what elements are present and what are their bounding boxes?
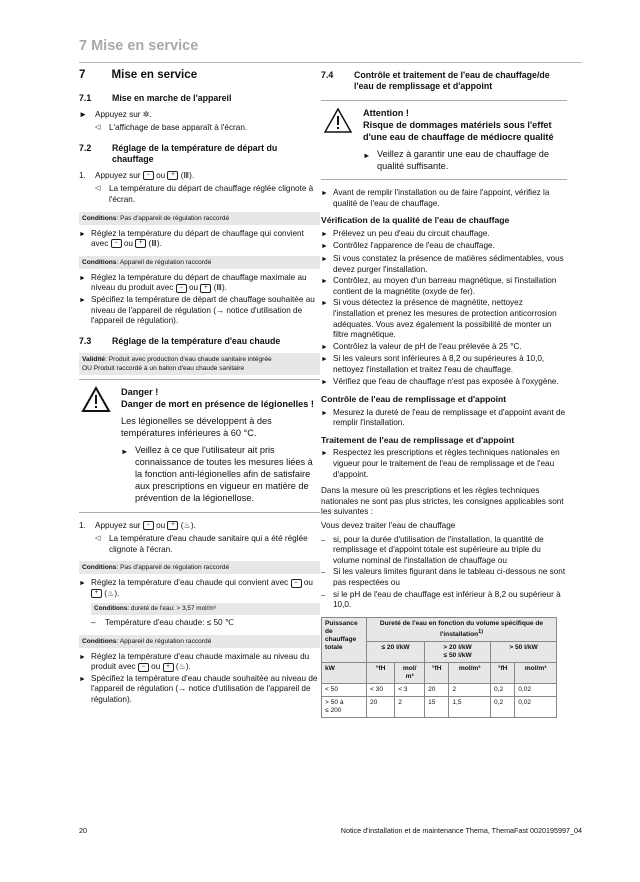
- bullet-text: ).: [222, 283, 228, 293]
- bullet-text: ).: [156, 239, 162, 249]
- result-marker-icon: ◁: [95, 185, 101, 193]
- chapter-title: Mise en service: [111, 68, 198, 81]
- bullet-icon: ►: [321, 230, 328, 238]
- plus-button-icon: +: [135, 239, 146, 248]
- bullet-text: ).: [114, 588, 120, 598]
- bullet: ► Réglez la température du départ de chauffage maximale au niveau du produit avec − ou + (Ⅲ).: [79, 272, 307, 293]
- warning-title: Attention !: [363, 108, 409, 118]
- dash-item: [321, 535, 567, 567]
- warning-title: Danger !: [121, 386, 159, 397]
- bullet-text: ou: [123, 239, 133, 249]
- attention-warning: [321, 100, 567, 180]
- bullet: ► Réglez la température d'eau chaude qui convient avec − ou + (♨).: [79, 578, 313, 598]
- bullet: [321, 188, 567, 209]
- bullet-icon: ►: [321, 300, 328, 308]
- bullet: [79, 674, 320, 706]
- result: [95, 123, 320, 134]
- table-header: °fH: [425, 662, 449, 683]
- minus-button-icon: −: [176, 284, 187, 293]
- bullet: [321, 254, 567, 275]
- document-reference: Notice d'installation et de maintenance Thema, ThemaFast 0020195997_04: [340, 826, 582, 835]
- minus-button-icon: −: [291, 579, 302, 588]
- section-7-2-heading: [79, 143, 320, 165]
- bullet-text: Contrôlez l'apparence de l'eau de chauffage.: [333, 241, 495, 251]
- step-text: ).: [190, 520, 196, 530]
- section-7-4-heading: [321, 70, 567, 92]
- plus-button-icon: +: [163, 663, 174, 672]
- table-cell: 0,02: [515, 683, 557, 696]
- table-header: mol/ m³: [395, 662, 425, 683]
- condition-label: Conditions: [82, 564, 117, 572]
- section-7-1-heading: [79, 93, 320, 104]
- table-header: ≤ 20 l/kW: [367, 641, 425, 662]
- bullet-text: Respectez les prescriptions et règles techniques nationales en vigueur pour le traitement de l'eau de remplissage et de l'eau d'appoint.: [333, 448, 560, 479]
- result-text: L'affichage de base apparaît à l'écran.: [109, 123, 248, 133]
- step: ► Appuyez sur ✲.: [79, 109, 152, 119]
- table-header: > 50 l/kW: [491, 641, 557, 662]
- bullet-icon: ►: [79, 580, 86, 588]
- bullet: ► Réglez la température du départ de chauffage qui convient avec − ou + (Ⅲ).: [79, 228, 304, 249]
- bullet-text: Veillez à ce que l'utilisateur ait pris connaissance de toutes les mesures liées à la fonction anti-légionelles afin de satisfaire aux prescriptions en vigueur en matière de prévention de la légionellose.: [135, 444, 313, 504]
- right-column: [321, 70, 567, 718]
- step-text: ou: [156, 170, 166, 180]
- bullet-icon: ►: [321, 356, 328, 364]
- dash-text: Température d'eau chaude: ≤ 50 ℃: [105, 618, 235, 628]
- bullet: [321, 408, 567, 429]
- step-text: Appuyez sur: [95, 520, 141, 530]
- result-text: La température du départ de chauffage réglée clignote à l'écran.: [109, 184, 314, 204]
- bullet: [321, 241, 567, 253]
- table-cell: 20: [367, 696, 395, 717]
- page-number: 20: [79, 826, 87, 835]
- plus-button-icon: +: [167, 171, 178, 180]
- table-cell: 2: [395, 696, 425, 717]
- bullet: [79, 295, 320, 327]
- table-cell: 15: [425, 696, 449, 717]
- plus-button-icon: +: [167, 521, 178, 530]
- subheading-verification: Vérification de la qualité de l'eau de chauffage: [321, 215, 510, 226]
- dash-marker: –: [321, 536, 325, 544]
- warning-body: Les légionelles se développent à des températures inférieures à 60 °C.: [121, 416, 272, 439]
- step-text: ou: [156, 520, 166, 530]
- validity-label: Validité: [82, 355, 106, 363]
- bullet-icon: ►: [321, 278, 328, 286]
- bullet-text: Veillez à garantir une eau de chauffage de qualité suffisante.: [377, 148, 549, 171]
- bullet-icon: ►: [79, 230, 86, 238]
- condition-label: Conditions: [94, 604, 128, 612]
- bullet-icon: ►: [321, 343, 328, 351]
- water-hardness-table: [321, 617, 557, 718]
- table-header: [367, 617, 557, 641]
- footnote-mark: 1): [478, 628, 484, 635]
- section-title: Contrôle et traitement de l'eau de chauffage/de l'eau de remplissage et d'appoint: [354, 70, 550, 91]
- table-cell: 20: [425, 683, 449, 696]
- tap-icon: ♨: [183, 520, 191, 530]
- step-marker-icon: ►: [79, 109, 88, 119]
- dash-item: [321, 590, 567, 611]
- subheading-treatment: Traitement de l'eau de remplissage et d'appoint: [321, 434, 515, 445]
- paragraph: Vous devez traiter l'eau de chauffage: [321, 521, 456, 531]
- condition-label: Conditions: [82, 214, 117, 222]
- step-text: Appuyez sur: [95, 109, 141, 119]
- result: [95, 534, 320, 555]
- dash-item: [91, 618, 320, 629]
- minus-button-icon: −: [143, 521, 154, 530]
- bullet: [321, 354, 567, 375]
- step-text: Appuyez sur: [95, 170, 141, 180]
- bullet-text: Si vous détectez la présence de magnétite, nettoyez l'installation et prenez les mesures de protection anticorrosion adéquates. Vous avez également la possibilité de monter un filtre magnétique.: [333, 298, 557, 340]
- section-title: Réglage de la température d'eau chaude: [112, 335, 281, 346]
- bullet-text: Mesurez la dureté de l'eau de remplissage et d'appoint avant de remplir l'installation.: [333, 407, 566, 428]
- bullet: ► Réglez la température d'eau chaude maximale au niveau du produit avec − ou + (♨).: [79, 651, 310, 672]
- dash-text: Si les valeurs limites figurant dans le tableau ci-dessous ne sont pas respectées ou: [333, 567, 566, 588]
- dash-marker: –: [91, 618, 96, 628]
- bullet: [321, 276, 567, 297]
- warning-triangle-icon: [79, 386, 121, 505]
- table-cell: < 30: [367, 683, 395, 696]
- sub-condition-bar: [91, 603, 320, 616]
- bullet-text: ou: [303, 578, 313, 588]
- chapter-number: 7: [79, 68, 86, 81]
- plus-button-icon: +: [200, 284, 211, 293]
- table-header: > 20 l/kW ≤ 50 l/kW: [425, 641, 491, 662]
- paragraph: Dans la mesure où les prescriptions et les règles techniques nationales ne sont pas plus strictes, les consignes applicables sont les suivantes :: [321, 486, 564, 517]
- minus-button-icon: −: [111, 239, 122, 248]
- section-title: Réglage de la température de départ du chauffage: [112, 142, 278, 164]
- table-cell: 0,2: [491, 696, 515, 717]
- step: 1. Appuyez sur − ou + (♨).: [79, 520, 196, 530]
- bullet-text: Vérifiez que l'eau de chauffage n'est pas exposée à l'oxygène.: [333, 376, 559, 386]
- bullet-text: Si vous constatez la présence de matières sédimentables, vous devez purger l'installation.: [333, 253, 564, 274]
- condition-text: : dureté de l'eau: > 3,57 mol/m³: [127, 604, 216, 612]
- bullet-text: Réglez la température du départ de chauffage qui convient avec: [91, 228, 304, 249]
- bullet-text: Réglez la température d'eau chaude qui convient avec: [91, 578, 289, 588]
- condition-bar: [79, 256, 320, 269]
- table-cell: 0,02: [515, 696, 557, 717]
- table-header: °fH: [491, 662, 515, 683]
- section-number: 7.3: [79, 335, 92, 346]
- bullet-icon: ►: [321, 255, 328, 263]
- bullet-icon: ►: [79, 274, 86, 282]
- minus-button-icon: −: [138, 663, 149, 672]
- warning-bullet: [363, 148, 567, 172]
- table-header: mol/m³: [515, 662, 557, 683]
- running-header: 7 Mise en service: [79, 38, 199, 54]
- bullet-icon: ►: [321, 243, 328, 251]
- chapter-heading: [79, 70, 320, 81]
- condition-bar: [79, 561, 320, 574]
- condition-label: Conditions: [82, 258, 117, 266]
- section-number: 7.1: [79, 92, 92, 103]
- condition-text: : Appareil de régulation raccordé: [116, 637, 212, 645]
- dash-item: [321, 567, 567, 588]
- condition-label: Conditions: [82, 637, 117, 645]
- bullet: [321, 342, 567, 354]
- minus-button-icon: −: [143, 171, 154, 180]
- table-cell: 1,5: [449, 696, 491, 717]
- bullet-icon: ►: [321, 409, 328, 417]
- bullet-icon: ►: [79, 675, 86, 683]
- section-number: 7.2: [79, 142, 92, 153]
- bullet-text: ou: [188, 283, 199, 293]
- bullet-text: Contrôlez la valeur de pH de l'eau prélevée à 25 °C.: [333, 341, 522, 351]
- radiator-icon: Ⅲ: [216, 283, 223, 293]
- bullet-icon: ►: [79, 653, 86, 661]
- tap-icon: ♨: [178, 662, 186, 672]
- bullet-icon: ►: [321, 450, 328, 458]
- bullet-icon: ►: [79, 296, 86, 304]
- bullet: [321, 229, 567, 241]
- table-cell: > 50 à ≤ 200: [322, 696, 367, 717]
- condition-text: : Appareil de régulation raccordé: [116, 258, 212, 266]
- bullet-icon: ►: [321, 190, 328, 198]
- bullet-icon: ►: [321, 378, 328, 386]
- tap-icon: ♨: [107, 588, 115, 598]
- table-row: [322, 696, 557, 717]
- warning-subtitle: Risque de dommages matériels sous l'effet d'une eau de chauffage de médiocre qualité: [363, 120, 554, 143]
- table-cell: < 3: [395, 683, 425, 696]
- bullet-text: ).: [185, 662, 191, 672]
- result-marker-icon: ◁: [95, 124, 101, 132]
- warning-triangle-icon: [321, 107, 363, 172]
- dash-text: si le pH de l'eau de chauffage est inférieur à 8,2 ou supérieur à 10,0.: [333, 589, 561, 610]
- bullet-text: Prélevez un peu d'eau du circuit chauffage.: [333, 228, 490, 238]
- condition-text: : Pas d'appareil de régulation raccordé: [116, 564, 230, 572]
- table-cell: < 50: [322, 683, 367, 696]
- section-7-3-heading: [79, 336, 320, 347]
- bullet-text: Spécifiez la température de départ de chauffage souhaitée au niveau de l'appareil de régulation (→ notice d'utilisation de l'appareil de régulation).: [91, 294, 315, 326]
- table-header: mol/m³: [449, 662, 491, 683]
- bullet-text: Spécifiez la température d'eau chaude souhaitée au niveau de l'appareil de régulation (→ notice d'utilisation de l'appareil de régulation).: [91, 673, 318, 705]
- warning-subtitle: Danger de mort en présence de légionelles !: [121, 398, 314, 409]
- plus-button-icon: +: [91, 589, 102, 598]
- power-button-icon: ✲: [142, 109, 150, 119]
- result: [95, 184, 320, 205]
- bullet-text: Contrôlez, au moyen d'un barreau magnétique, si l'installation contient de la magnétite (oxyde de fer).: [333, 276, 557, 296]
- table-cell: 2: [449, 683, 491, 696]
- warning-bullet: [121, 444, 320, 505]
- bullet-icon: ►: [121, 446, 129, 456]
- condition-text: : Pas d'appareil de régulation raccordé: [116, 214, 230, 222]
- validity-bar: [79, 353, 320, 375]
- bullet-icon: ►: [363, 150, 371, 160]
- verification-list: [321, 229, 567, 388]
- condition-bar: [79, 635, 320, 648]
- radiator-icon: Ⅲ: [183, 170, 190, 180]
- table-row: [322, 683, 557, 696]
- step-text: ).: [189, 170, 195, 180]
- radiator-icon: Ⅲ: [151, 239, 157, 249]
- bullet-text: Avant de remplir l'installation ou de faire l'appoint, vérifiez la qualité de l'eau de chauffage.: [333, 188, 550, 208]
- section-title: Mise en marche de l'appareil: [112, 92, 232, 103]
- bullet: [321, 298, 567, 340]
- dash-text: si, pour la durée d'utilisation de l'installation, la quantité de remplissage et d'appoint totale est supérieure au triple du volume nominal de l'installation de chauffage ou: [333, 534, 544, 565]
- result-marker-icon: ◁: [95, 535, 101, 543]
- bullet-text: Si les valeurs sont inférieures à 8,2 ou supérieures à 10,0, nettoyez l'installation et traitez l'eau de chauffage.: [333, 354, 545, 374]
- step-number: 1.: [79, 170, 86, 180]
- section-number: 7.4: [321, 70, 334, 80]
- table-header: Puissance de chauffage totale: [322, 617, 367, 662]
- table-cell: 0,2: [491, 683, 515, 696]
- dash-marker: –: [321, 591, 325, 599]
- step: 1. Appuyez sur − ou + (Ⅲ).: [79, 170, 195, 180]
- danger-warning: [79, 379, 320, 513]
- subheading-control: Contrôle de l'eau de remplissage et d'appoint: [321, 394, 507, 405]
- table-header: kW: [322, 662, 367, 683]
- dash-marker: –: [321, 569, 325, 577]
- condition-bar: [79, 212, 320, 225]
- header-rule: [79, 62, 582, 63]
- table-header: °fH: [367, 662, 395, 683]
- bullet-text: Réglez la température d'eau chaude maximale au niveau du produit avec: [91, 651, 310, 672]
- validity-text: : Produit avec production d'eau chaude sanitaire intégrée: [105, 355, 272, 363]
- bullet-text: Réglez la température du départ de chauffage maximale au niveau du produit avec: [91, 272, 307, 293]
- validity-text: OU Produit raccordé à un ballon d'eau chaude sanitaire: [82, 364, 245, 372]
- bullet: [321, 448, 567, 480]
- step-number: 1.: [79, 520, 86, 530]
- left-column: [79, 70, 320, 707]
- bullet-text: ou: [151, 662, 161, 672]
- table-header-text: Dureté de l'eau en fonction du volume spécifique de l'installation: [379, 619, 544, 638]
- result-text: La température d'eau chaude sanitaire qui a été réglée clignote à l'écran.: [109, 534, 308, 554]
- bullet: [321, 377, 567, 389]
